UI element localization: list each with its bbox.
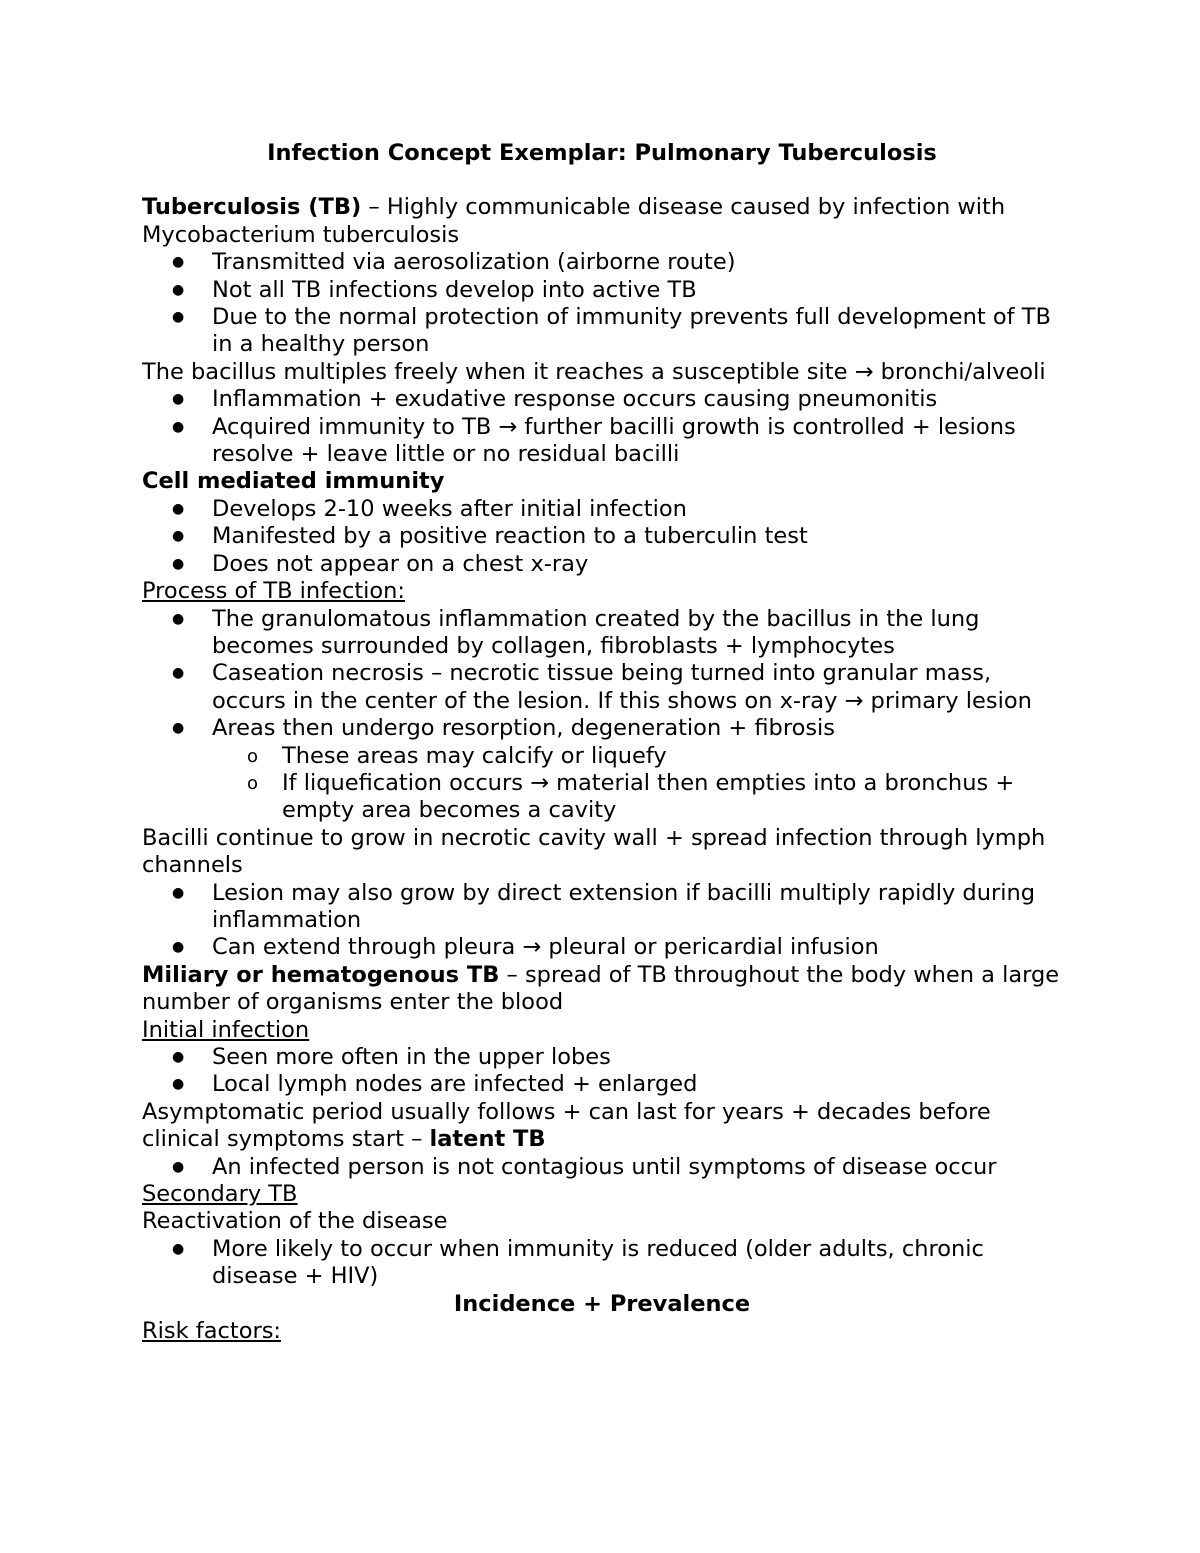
document-title: Infection Concept Exemplar: Pulmonary Tuberculosis [267, 140, 937, 166]
list-item: ● Not all TB infections develop into active TB [142, 277, 1062, 304]
tb-definition [142, 194, 1062, 249]
asymptomatic-bullet-list [142, 1154, 1062, 1181]
list-item: ● Can extend through pleura → pleural or pericardial infusion [142, 934, 1062, 961]
tb-definition-text: – Highly communicable disease caused by infection with Mycobacterium tuberculosis [142, 194, 1006, 248]
bacillus-paragraph: The bacillus multiples freely when it reaches a susceptible site → bronchi/alveoli [142, 358, 1046, 385]
list-item: ● Seen more often in the upper lobes [142, 1044, 1062, 1071]
process-bullet-list [142, 606, 1062, 825]
list-item: ● Lesion may also grow by direct extension if bacilli multiply rapidly during inflammation [142, 880, 1062, 935]
latent-tb-term: latent TB [429, 1126, 546, 1153]
tb-term: Tuberculosis (TB) [142, 194, 362, 221]
list-item: ● Local lymph nodes are infected + enlarged [142, 1071, 1062, 1098]
list-item: ● Develops 2-10 weeks after initial infection [142, 496, 1062, 523]
list-item: ● The granulomatous inflammation created by the bacillus in the lung becomes surrounded by collagen, fibroblasts + lymphocytes [142, 606, 1062, 661]
bacillus-bullet-list [142, 386, 1062, 468]
incidence-heading: Incidence + Prevalence [453, 1290, 751, 1317]
list-item: ● Inflammation + exudative response occurs causing pneumonitis [142, 386, 1062, 413]
bacilli-continue-paragraph: Bacilli continue to grow in necrotic cavity wall + spread infection through lymph channels [142, 824, 1046, 879]
risk-factors-heading: Risk factors: [142, 1318, 282, 1345]
list-item: ● More likely to occur when immunity is reduced (older adults, chronic disease + HIV) [142, 1236, 1062, 1291]
miliary-term: Miliary or hematogenous TB [142, 961, 500, 988]
list-item: ● An infected person is not contagious until symptoms of disease occur [142, 1154, 1062, 1181]
secondary-bullet-list [142, 1236, 1062, 1291]
miliary-text: – spread of TB throughout the body when a large number of organisms enter the blood [142, 961, 1060, 1016]
document-page [142, 140, 1062, 1345]
sub-list-item: o If liquefication occurs → material then empties into a bronchus + empty area becomes a cavity [142, 770, 1062, 825]
list-item: ● Manifested by a positive reaction to a tuberculin test [142, 523, 1062, 550]
list-item: ● Acquired immunity to TB → further bacilli growth is controlled + lesions resolve + leave little or no residual bacilli [142, 414, 1062, 469]
list-item: ● Due to the normal protection of immunity prevents full development of TB in a healthy person [142, 304, 1062, 359]
bacilli-bullet-list [142, 880, 1062, 962]
miliary-paragraph [142, 962, 1062, 1017]
process-heading: Process of TB infection: [142, 578, 406, 605]
asymptomatic-text: Asymptomatic period usually follows + can last for years + decades before clinical symptoms start – [142, 1098, 991, 1153]
cell-mediated-heading: Cell mediated immunity [142, 468, 445, 495]
initial-infection-heading: Initial infection [142, 1016, 310, 1043]
list-item: ● Transmitted via aerosolization (airborne route) [142, 249, 1062, 276]
cell-mediated-bullet-list [142, 496, 1062, 578]
secondary-tb-heading: Secondary TB [142, 1181, 298, 1208]
list-item: ● Does not appear on a chest x-ray [142, 551, 1062, 578]
sub-list-item: o These areas may calcify or liquefy [142, 743, 1062, 770]
tb-bullet-list [142, 249, 1062, 359]
initial-infection-bullet-list [142, 1044, 1062, 1099]
asymptomatic-paragraph [142, 1099, 1062, 1154]
secondary-tb-text: Reactivation of the disease [142, 1208, 448, 1235]
list-item: ● Areas then undergo resorption, degeneration + fibrosis [142, 715, 1062, 742]
list-item: ● Caseation necrosis – necrotic tissue being turned into granular mass, occurs in the center of the lesion. If this shows on x-ray → primary lesion [142, 660, 1062, 715]
